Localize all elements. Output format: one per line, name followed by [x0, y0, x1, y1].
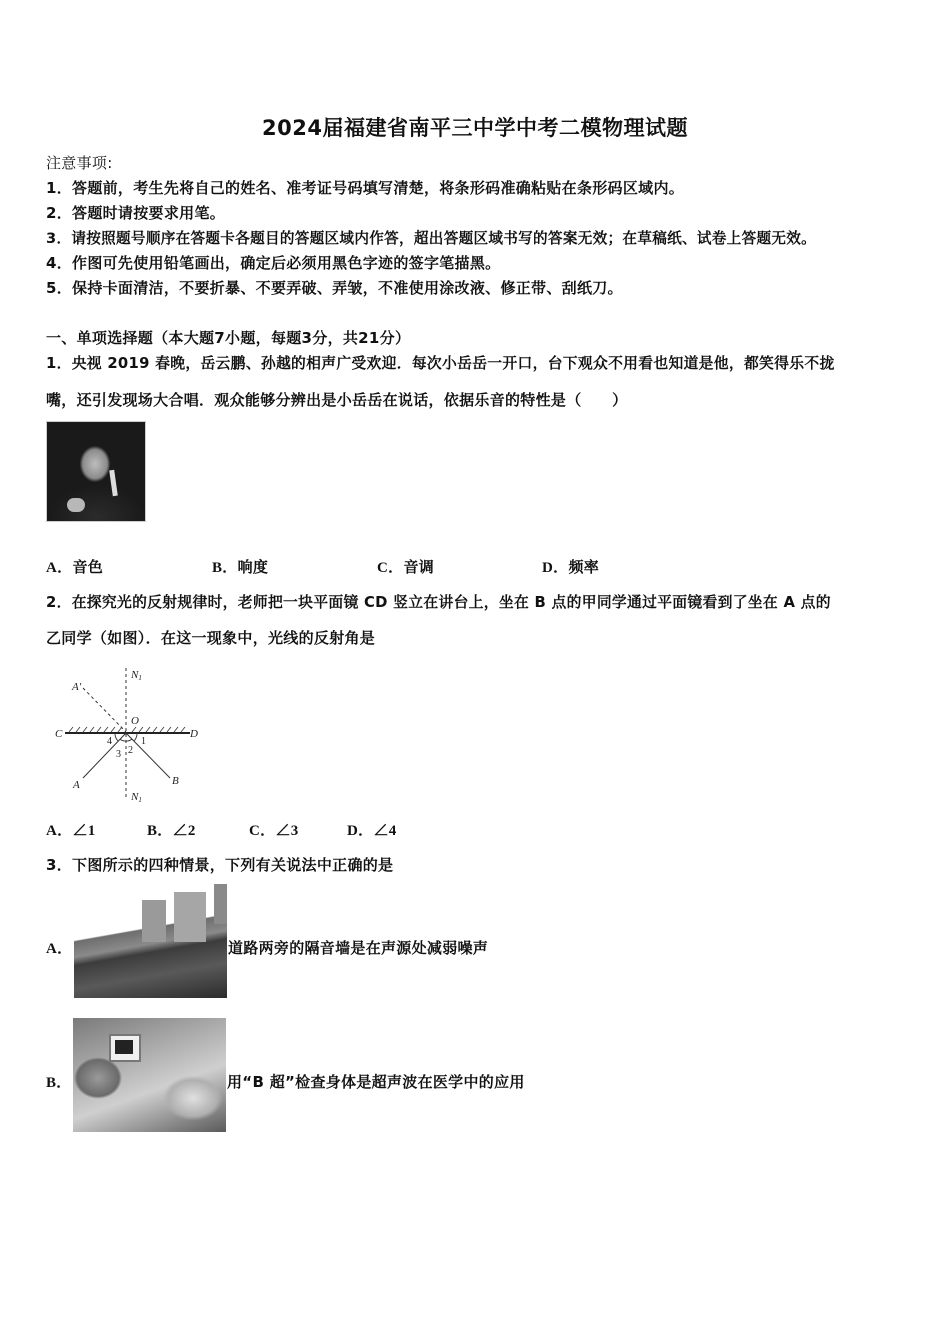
q1-option-d[interactable] — [542, 556, 599, 577]
label-a: A — [73, 779, 80, 791]
q1-option-a[interactable] — [46, 556, 103, 577]
hand-shape — [67, 498, 85, 512]
building-shape — [214, 884, 227, 924]
angle-3-label: 3 — [116, 749, 121, 760]
option-text: ∠1 — [72, 823, 96, 839]
option-label: A． — [46, 560, 73, 576]
angle-4-label: 4 — [107, 736, 112, 747]
monitor-shape — [109, 1034, 141, 1062]
q1-comedian-photo — [46, 421, 146, 522]
notice-heading: 注意事项: — [46, 154, 113, 172]
notice-item-5: 5．保持卡面清洁，不要折暴、不要弄破、弄皱，不准使用涂改液、修正带、刮纸刀。 — [46, 279, 623, 297]
virtual-image-ray — [83, 688, 126, 732]
angle-2-label: 2 — [128, 745, 133, 756]
q1-option-b[interactable] — [212, 556, 268, 577]
label-a-prime: A′ — [72, 681, 82, 693]
notice-item-3: 3．请按照题号顺序在答题卡各题目的答题区域内作答，超出答题区域书写的答案无效；在草稿纸、试卷上答题无效。 — [46, 230, 817, 247]
option-text: 音调 — [403, 558, 435, 576]
option-text: 音色 — [72, 558, 104, 576]
option-text: ∠2 — [172, 823, 196, 839]
q2-option-a[interactable] — [46, 819, 96, 840]
option-label: A． — [46, 823, 73, 839]
option-label: C． — [249, 823, 276, 839]
microphone-shape — [109, 470, 118, 496]
q2-stem-line1: 2．在探究光的反射规律时，老师把一块平面镜 CD 竖立在讲台上，坐在 B 点的甲同学通过平面镜看到了坐在 A 点的 — [46, 594, 831, 611]
q3-sound-barrier-photo — [74, 884, 227, 998]
option-label: C． — [377, 560, 404, 576]
label-d: D — [190, 728, 198, 740]
q1-stem-line2: 嘴，还引发现场大合唱．观众能够分辨出是小岳岳在说话，依据乐音的特性是（ ） — [46, 391, 628, 409]
option-text: 频率 — [568, 558, 600, 576]
q2-stem-line2: 乙同学（如图）．在这一现象中，光线的反射角是 — [46, 629, 376, 647]
document-title: 2024届福建省南平三中学中考二模物理试题 — [262, 116, 688, 140]
section-heading: 一、单项选择题（本大题7小题，每题3分，共21分） — [46, 329, 411, 347]
q1-stem-line1: 1．央视 2019 春晚，岳云鹏、孙越的相声广受欢迎．每次小岳岳一开口，台下观众不用看也知道是他，都笑得乐不拢 — [46, 355, 835, 372]
q3-option-b-label[interactable] — [46, 1071, 72, 1092]
label-n1-bottom: N1 — [131, 791, 142, 804]
q2-option-d[interactable] — [347, 819, 397, 840]
mirror-hatching — [69, 727, 185, 732]
q3-ultrasound-photo — [73, 1018, 226, 1132]
option-label: B． — [46, 1075, 72, 1091]
option-text: 响度 — [237, 558, 269, 576]
q2-option-b[interactable] — [147, 819, 196, 840]
q3-option-a-text: 道路两旁的隔音墙是在声源处减弱噪声 — [228, 939, 489, 957]
label-c: C — [55, 728, 63, 740]
q3-option-b-text: 用“B 超”检查身体是超声波在医学中的应用 — [227, 1073, 525, 1091]
label-b: B — [172, 775, 179, 787]
building-shape — [142, 900, 166, 942]
reflection-diagram — [45, 660, 215, 810]
notice-item-2: 2．答题时请按要求用笔。 — [46, 204, 226, 222]
q3-stem: 3．下图所示的四种情景，下列有关说法中正确的是 — [46, 856, 394, 874]
q1-option-c[interactable] — [377, 556, 434, 577]
angle-1-label: 1 — [141, 736, 146, 747]
label-o: O — [131, 715, 139, 727]
option-label: A． — [46, 941, 73, 957]
label-n1-top: N1 — [131, 669, 142, 682]
building-shape — [174, 892, 206, 942]
q2-option-c[interactable] — [249, 819, 299, 840]
option-label: B． — [147, 823, 173, 839]
option-label: B． — [212, 560, 238, 576]
option-label: D． — [347, 823, 374, 839]
q3-option-a-label[interactable] — [46, 937, 72, 958]
notice-item-1: 1．答题前，考生先将自己的姓名、准考证号码填写清楚，将条形码准确粘贴在条形码区域内。 — [46, 179, 685, 197]
option-label: D． — [542, 560, 569, 576]
notice-item-4: 4．作图可先使用铅笔画出，确定后必须用黑色字迹的签字笔描黑。 — [46, 254, 501, 272]
option-text: ∠3 — [275, 823, 299, 839]
option-text: ∠4 — [373, 823, 397, 839]
